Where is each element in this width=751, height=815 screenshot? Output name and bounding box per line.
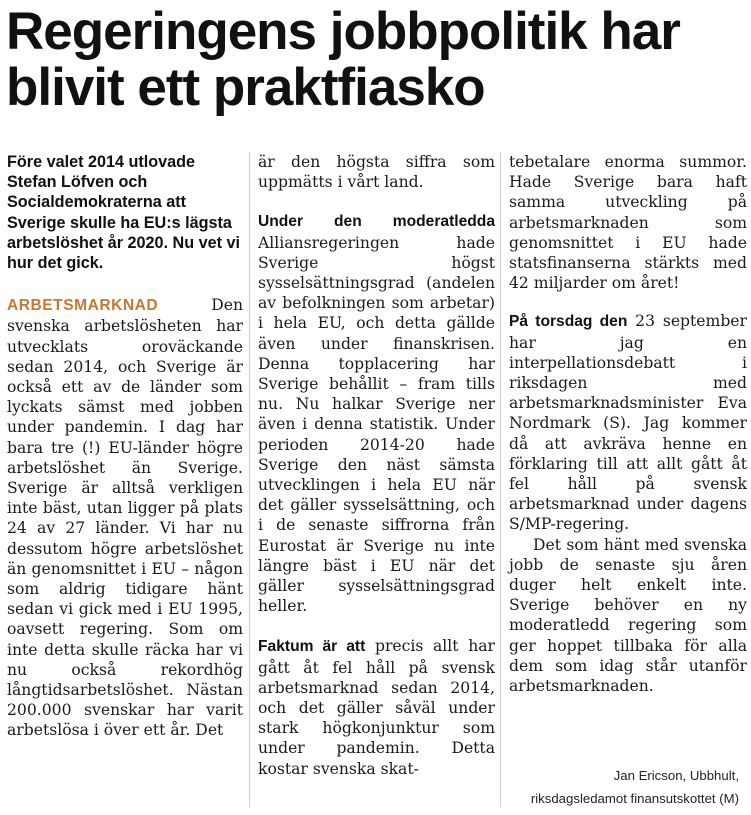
subheading-lead-in: Faktum är att — [258, 638, 366, 656]
body-paragraph — [509, 311, 747, 534]
byline-name: Jan Ericson, Ubbhult, — [613, 768, 739, 783]
body-paragraph: tebetalare enorma summor. Hade Sverige bara haft samma utveckling på arbetsmarknaden som genomsnittet i EU hade statsfinanserna stärkts med 42 miljarder om året! — [509, 153, 747, 293]
headline: Regeringens jobbpolitik har blivit ett praktfiasko — [6, 2, 680, 117]
byline-title: riksdagsledamot finansutskottet (M) — [530, 791, 739, 806]
body-paragraph — [258, 636, 495, 778]
subheading-lead-in: På torsdag den — [509, 313, 628, 331]
column-divider — [249, 152, 250, 807]
column-divider — [500, 152, 501, 807]
body-paragraph — [509, 535, 747, 697]
body-text: Den svenska arbetslösheten har utvecklats oroväckande sedan 2014, och Sverige är också ett av de länder som lyckats sämst med jobben under pandemin. I dag har bara tre (!) EU-länder högre arbetslöshet än Sverige. Sverige är alltså verkligen inte bäst, utan ligger på plats 24 av 27 länder. Vi har nu dessutom högre arbetslöshet än genomsnittet i EU – någon som aldrig tidigare hänt sedan vi gick med i EU 1995, oavsett regering. Som om inte detta skulle räcka har vi nu också rekordhög långtidsarbetslöshet. Nästan 200.000 svenskar har varit arbetslösa i över ett år. Det — [7, 296, 243, 740]
body-paragraph — [258, 211, 495, 616]
body-text: 23 september har jag en interpellationsdebatt i riksdagen med arbetsmarknadsminister Eva Nordmark (S). Jag kommer då att avkräva henne en förklaring till att allt gått åt fel håll på svensk arbetsmarknad under dagens S/MP-regering. — [509, 312, 747, 534]
body-text: Det som hänt med svenska jobb de senaste sju åren duger helt enkelt inte. Sverige behöver en ny moderatledd regering som ger hoppet tillbaka för alla dem som idag står utanför arbetsmarknaden. — [509, 535, 747, 696]
body-paragraph — [7, 295, 243, 740]
subheading-lead-in: Under den moderatledda — [258, 213, 495, 231]
section-kicker: ARBETSMARKNAD — [7, 297, 159, 315]
column-3 — [509, 152, 747, 696]
lead-paragraph: Före valet 2014 utlovade Stefan Löfven och Socialdemokraterna att Sverige skulle ha EU:s lägsta arbetslöshet år 2020. Nu vet vi hur det gick. — [7, 153, 241, 273]
body-paragraph: är den högsta siffra som uppmätts i vårt land. — [258, 153, 495, 192]
byline — [531, 764, 739, 810]
column-2 — [258, 152, 495, 779]
column-1 — [7, 152, 243, 741]
body-text: precis allt har gått åt fel håll på svensk arbetsmarknad sedan 2014, och det gäller såväl under stark högkonjunktur som under pandemin. Detta kostar svenska skat- — [258, 637, 495, 778]
body-text: Alliansregeringen hade Sverige högst sysselsättningsgrad (andelen av befolkningen som arbetar) i hela EU, och detta gällde även under finanskrisen. Denna topplacering har Sverige behållit – fram tills nu. Nu halkar Sverige ner även i denna statistik. Under perioden 2014-20 hade Sverige den näst sämsta utvecklingen i hela EU när det gäller sysselsättning, och i de senaste siffrorna från Eurostat är Sverige nu inte längre bäst i EU när det gäller sysselsättningsgrad heller. — [258, 233, 495, 616]
